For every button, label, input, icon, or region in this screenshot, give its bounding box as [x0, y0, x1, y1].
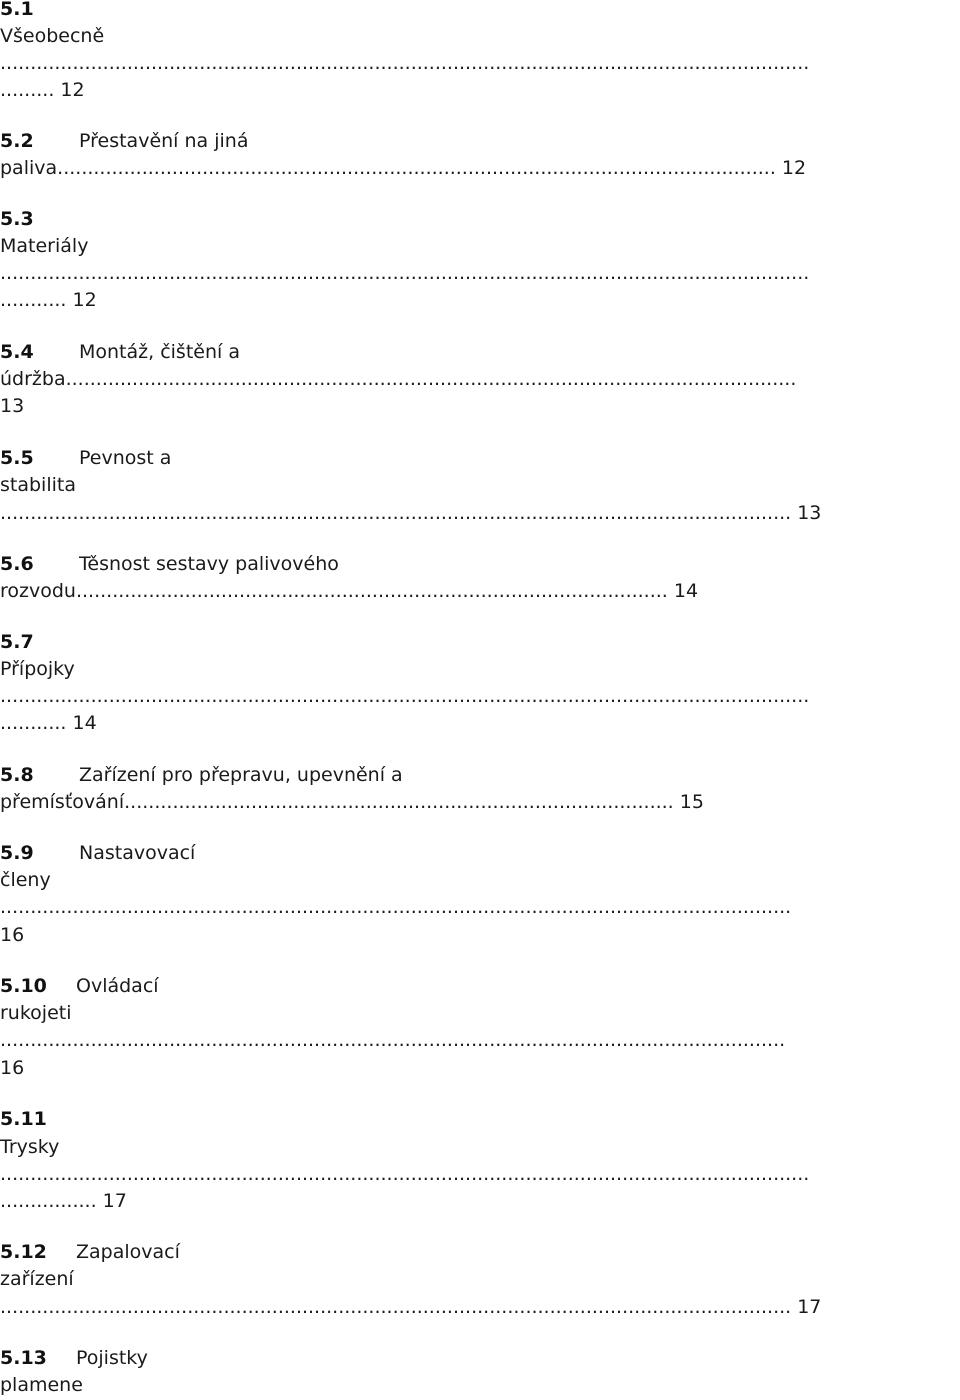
toc-number: 5.2 — [0, 130, 34, 152]
toc-title: Trysky — [0, 1136, 60, 1158]
toc-leader: ...................................................................................................................................... — [0, 52, 810, 74]
toc-title: Všeobecně — [0, 25, 105, 47]
toc-title-cont: stabilita — [0, 474, 76, 496]
toc-title: Přestavění na jiná — [79, 130, 249, 152]
toc-title: Zařízení pro přepravu, upevnění a — [79, 764, 403, 786]
toc-title: Nastavovací — [79, 842, 196, 864]
toc-title-cont: přemísťování — [0, 791, 125, 813]
toc-number: 5.4 — [0, 341, 34, 363]
toc-title-cont: členy — [0, 869, 51, 891]
toc-number: 5.9 — [0, 842, 34, 864]
toc-page-number: 16 — [0, 1057, 25, 1079]
toc-number: 5.11 — [0, 1108, 47, 1130]
toc-title: Ovládací — [76, 975, 159, 997]
toc-number: 5.6 — [0, 553, 34, 575]
toc-title-cont: plamene — [0, 1374, 83, 1396]
toc-leader: .................................................................................................................................. — [0, 1029, 786, 1051]
toc-title-cont: rukojeti — [0, 1002, 72, 1024]
toc-title-cont: paliva — [0, 157, 58, 179]
toc-page-number: 13 — [0, 395, 25, 417]
toc-title: Pevnost a — [79, 447, 172, 469]
toc-number: 5.8 — [0, 764, 34, 786]
toc-page-number: ......... 12 — [0, 79, 85, 101]
toc-page-number: ................ 17 — [0, 1190, 127, 1212]
toc-number: 5.1 — [0, 0, 34, 20]
toc-title: Těsnost sestavy palivového — [79, 553, 339, 575]
toc-leader: ...................................................................................................................................... — [0, 1163, 810, 1185]
toc-title: Zapalovací — [76, 1241, 180, 1263]
toc-title: Montáž, čištění a — [79, 341, 240, 363]
toc-leader: ................................................................................................................................... 17 — [0, 1296, 822, 1318]
toc-number: 5.10 — [0, 975, 47, 997]
toc-leader: ....................................................................................................................... 12 — [57, 157, 807, 179]
toc-title-cont: údržba — [0, 368, 66, 390]
toc-leader: ................................................................................................................................... — [0, 896, 792, 918]
toc-number: 5.7 — [0, 631, 34, 653]
toc-page-number: 16 — [0, 924, 25, 946]
toc-number: 5.5 — [0, 447, 34, 469]
toc-leader: ................................................................................................................................... 13 — [0, 502, 822, 524]
toc-title: Materiály — [0, 235, 89, 257]
toc-leader: ...................................................................................................................................... — [0, 262, 810, 284]
toc-title-cont: rozvodu — [0, 580, 76, 602]
toc-leader: ......................................................................................................................... — [65, 368, 797, 390]
toc-title: Přípojky — [0, 658, 75, 680]
toc-page-number: ........... 14 — [0, 712, 97, 734]
toc-number: 5.12 — [0, 1241, 47, 1263]
toc-title-cont: zařízení — [0, 1268, 74, 1290]
toc-leader: ........................................................................................... 15 — [124, 791, 704, 813]
toc-number: 5.3 — [0, 208, 34, 230]
toc-leader: .................................................................................................. 14 — [75, 580, 699, 602]
toc-number: 5.13 — [0, 1347, 47, 1369]
toc-page-number: ........... 12 — [0, 289, 97, 311]
toc-leader: ...................................................................................................................................... — [0, 685, 810, 707]
toc-title: Pojistky — [76, 1347, 148, 1369]
